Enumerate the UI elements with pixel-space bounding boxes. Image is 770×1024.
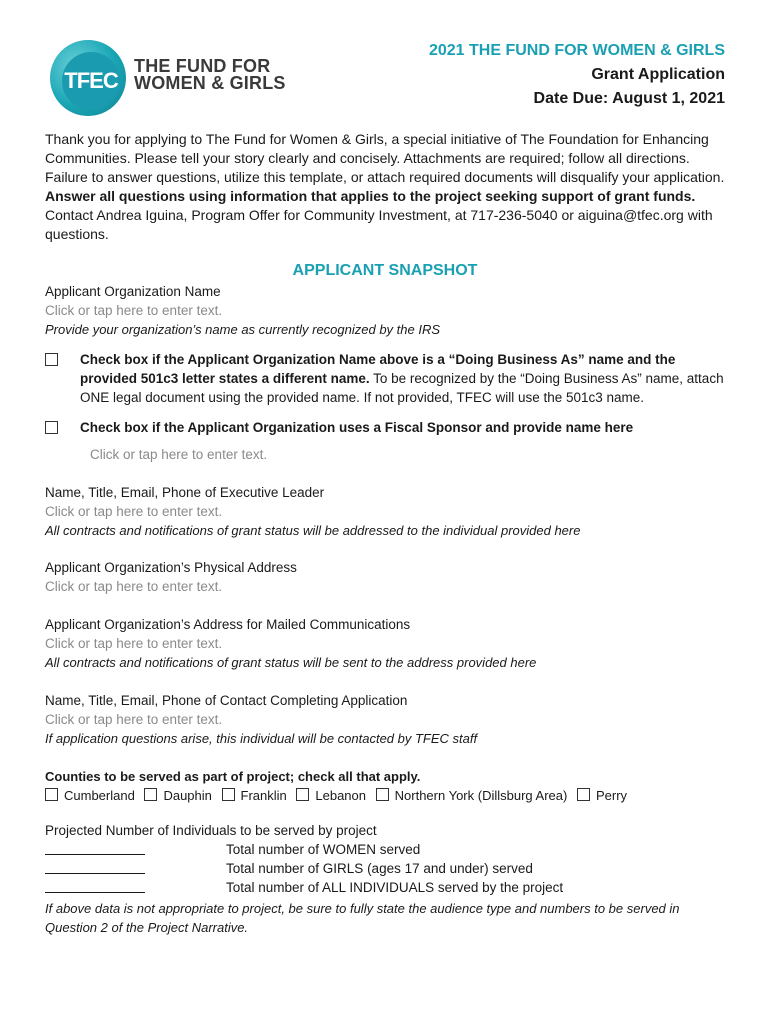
logo-circle [50, 40, 126, 116]
exec-leader-field[interactable]: Click or tap here to enter text. [45, 504, 223, 519]
page-title: 2021 THE FUND FOR WOMEN & GIRLS [428, 42, 725, 59]
projected-label: Projected Number of Individuals to be served by project [45, 823, 377, 838]
projected-row-label: Total number of GIRLS (ages 17 and under) served [226, 861, 533, 876]
org-name-note: Provide your organization’s name as currently recognized by the IRS [45, 322, 441, 337]
county-label: Cumberland [64, 788, 135, 803]
contact-field[interactable]: Click or tap here to enter text. [45, 712, 223, 727]
contact-label: Name, Title, Email, Phone of Contact Completing Application [45, 693, 408, 708]
projected-row-label: Total number of WOMEN served [226, 842, 421, 857]
county-checkbox[interactable] [144, 788, 157, 801]
county-option[interactable] [45, 788, 135, 803]
county-checkbox[interactable] [296, 788, 309, 801]
dba-bold-text: Check box if the Applicant Organization Name above is a “Doing Business As” name and the provided 501c3 letter states a different name. [80, 352, 676, 386]
county-label: Dauphin [163, 788, 212, 803]
fiscal-sponsor-field[interactable]: Click or tap here to enter text. [90, 447, 268, 462]
intro-text-1: Thank you for applying to The Fund for Women & Girls, a special initiative of The Foundation for Enhancing Communities. Please tell your story clearly and concisely. Attachments are required; follow all directions. Failure to answer questions, utilize this template, or attach required documents will disqualify your application. [45, 131, 725, 185]
county-checkbox[interactable] [45, 788, 58, 801]
mailing-address-note: All contracts and notifications of grant status will be sent to the address provided here [45, 655, 537, 670]
county-option[interactable] [577, 788, 627, 803]
fiscal-sponsor-label: Check box if the Applicant Organization uses a Fiscal Sponsor and provide name here [80, 420, 634, 435]
fiscal-sponsor-checkbox[interactable] [45, 421, 58, 434]
dba-normal-text: To be recognized by the “Doing Business As” name, attach ONE legal document using the provided name. If not provided, TFEC will use the 501c3 name. [80, 371, 724, 405]
logo-line-2: WOMEN & GIRLS [134, 73, 286, 93]
logo-badge: TFEC [62, 52, 120, 110]
dba-text [80, 350, 725, 407]
projected-note: If above data is not appropriate to project, be sure to fully state the audience type and numbers to be served in Question 2 of the Project Narrative. [45, 901, 680, 935]
mailing-address-field[interactable]: Click or tap here to enter text. [45, 636, 223, 651]
fiscal-sponsor-row [45, 418, 725, 438]
mailing-address-label: Applicant Organization’s Address for Mailed Communications [45, 617, 411, 632]
projected-row [45, 842, 421, 858]
section-title: APPLICANT SNAPSHOT [292, 262, 478, 279]
county-label: Perry [595, 788, 628, 803]
physical-address-label: Applicant Organization’s Physical Address [45, 560, 297, 575]
intro-text-2: Contact Andrea Iguina, Program Offer for Community Investment, at 717-236-5040 or aiguina@tfec.org with questions. [45, 207, 713, 242]
county-label: Northern York (Dillsburg Area) [394, 788, 568, 803]
projected-row-label: Total number of ALL INDIVIDUALS served by the project [226, 880, 564, 895]
org-name-field[interactable]: Click or tap here to enter text. [45, 303, 223, 318]
county-label: Lebanon [315, 788, 367, 803]
projected-blank[interactable] [45, 842, 145, 855]
county-label: Franklin [240, 788, 287, 803]
exec-leader-label: Name, Title, Email, Phone of Executive Leader [45, 485, 325, 500]
due-date: Date Due: August 1, 2021 [533, 90, 725, 107]
projected-row [45, 861, 533, 877]
org-name-label: Applicant Organization Name [45, 284, 221, 299]
logo-wordmark [134, 58, 286, 92]
document-header [429, 42, 725, 114]
dba-checkbox[interactable] [45, 353, 58, 366]
dba-checkbox-row [45, 350, 725, 410]
projected-blank[interactable] [45, 880, 145, 893]
logo-line-1: THE FUND FOR [134, 56, 271, 76]
projected-blank[interactable] [45, 861, 145, 874]
tfec-logo [50, 40, 290, 120]
intro-paragraph [45, 130, 735, 244]
physical-address-field[interactable]: Click or tap here to enter text. [45, 579, 223, 594]
projected-row [45, 880, 564, 896]
county-option[interactable] [222, 788, 287, 803]
counties-list [45, 788, 633, 803]
county-option[interactable] [144, 788, 211, 803]
county-checkbox[interactable] [376, 788, 389, 801]
contact-note: If application questions arise, this individual will be contacted by TFEC staff [45, 731, 478, 746]
intro-bold-text: Answer all questions using information that applies to the project seeking support of grant funds. [45, 188, 696, 204]
counties-label: Counties to be served as part of project; check all that apply. [45, 769, 421, 784]
county-option[interactable] [296, 788, 366, 803]
page-subtitle: Grant Application [591, 66, 725, 83]
county-checkbox[interactable] [577, 788, 590, 801]
county-option[interactable] [376, 788, 568, 803]
county-checkbox[interactable] [222, 788, 235, 801]
exec-leader-note: All contracts and notifications of grant status will be addressed to the individual provided here [45, 523, 581, 538]
